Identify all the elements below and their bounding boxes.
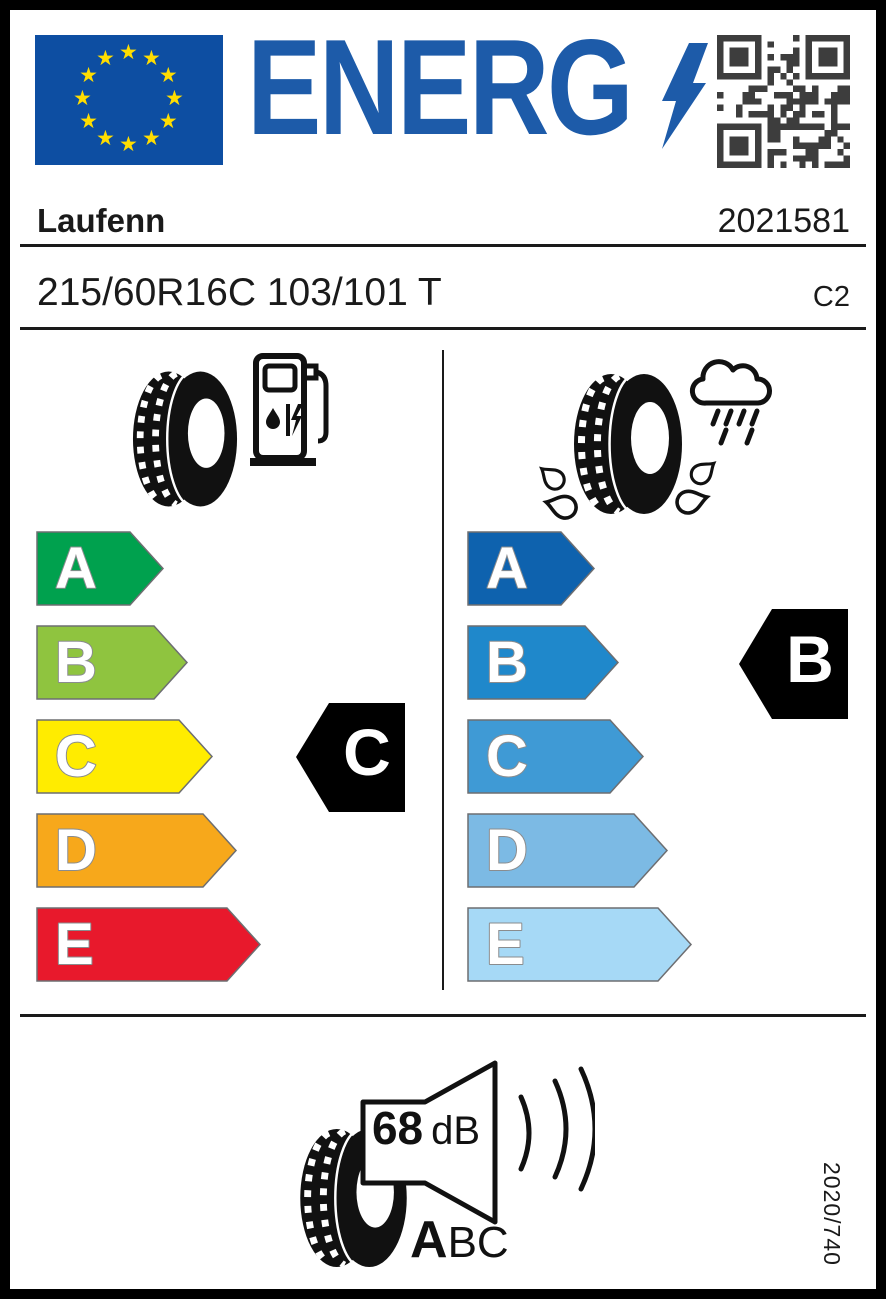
scale-letter-d: D — [486, 818, 528, 883]
eu-star-icon: ★ — [73, 87, 92, 110]
noise-class-letters — [410, 1211, 509, 1269]
separator-line — [20, 244, 866, 247]
scale-arrow-a — [36, 531, 165, 606]
scale-arrow-b — [36, 625, 189, 700]
wet-grip-rating-arrow — [738, 608, 850, 720]
rain-cloud-icon — [682, 353, 782, 453]
tire-splash-icon — [535, 450, 725, 525]
eu-star-icon: ★ — [119, 41, 138, 64]
eu-star-icon: ★ — [165, 87, 184, 110]
regulation-number: 2020/740 — [819, 1162, 845, 1266]
energ-wordmark — [247, 11, 632, 163]
fuel-efficiency-scale — [36, 531, 262, 982]
eu-star-icon: ★ — [119, 133, 138, 156]
brand-name: Laufenn — [37, 202, 166, 239]
eu-star-icon: ★ — [79, 110, 98, 133]
scale-arrow-e — [36, 907, 262, 982]
sound-waves-icon — [515, 1065, 595, 1197]
separator-line — [20, 1014, 866, 1017]
tyre-class: C2 — [812, 281, 850, 313]
scale-letter-c: C — [486, 724, 528, 789]
scale-letter-a: A — [55, 536, 97, 601]
scale-arrow-c — [467, 719, 645, 794]
scale-letter-d: D — [55, 818, 97, 883]
noise-class-a: A — [410, 1211, 448, 1269]
eu-star-icon: ★ — [142, 126, 161, 150]
article-number: 2021581 — [717, 202, 850, 240]
scale-arrow-a — [467, 531, 596, 606]
qr-code — [717, 35, 850, 168]
separator-line — [20, 327, 866, 330]
lightning-bolt-icon — [656, 43, 708, 149]
eu-star-icon: ★ — [79, 64, 98, 87]
eu-star-icon: ★ — [158, 110, 178, 133]
scale-arrow-c — [36, 719, 214, 794]
eu-star-icon: ★ — [96, 47, 115, 71]
scale-arrow-d — [467, 813, 669, 888]
fuel-efficiency-rating-arrow — [295, 702, 407, 813]
scale-arrow-e — [467, 907, 693, 982]
scale-letter-e: E — [55, 912, 94, 977]
noise-class-c: C — [476, 1218, 509, 1267]
wet-grip-scale — [467, 531, 693, 982]
tyre-size: 215/60R16C 103/101 T — [37, 271, 442, 314]
scale-letter-e: E — [486, 912, 525, 977]
noise-class-b: B — [447, 1218, 477, 1267]
noise-level — [360, 1102, 492, 1154]
scale-arrow-b — [467, 625, 620, 700]
eu-star-icon: ★ — [158, 64, 178, 87]
scale-letter-b: B — [486, 630, 528, 695]
energ-text: ENERG — [247, 11, 632, 163]
wet-grip-rating: B — [786, 622, 834, 696]
fuel-efficiency-rating: C — [343, 715, 391, 789]
scale-arrow-d — [36, 813, 238, 888]
eu-star-icon: ★ — [96, 126, 115, 150]
column-divider — [442, 350, 444, 990]
noise-value: 68 — [371, 1102, 424, 1154]
scale-letter-c: C — [55, 724, 97, 789]
noise-unit: dB — [431, 1109, 481, 1153]
eu-flag — [35, 35, 223, 165]
scale-letter-a: A — [486, 536, 528, 601]
tire-icon — [132, 368, 238, 510]
eu-star-icon: ★ — [142, 47, 161, 71]
fuel-pump-icon — [248, 352, 330, 468]
scale-letter-b: B — [55, 630, 97, 695]
